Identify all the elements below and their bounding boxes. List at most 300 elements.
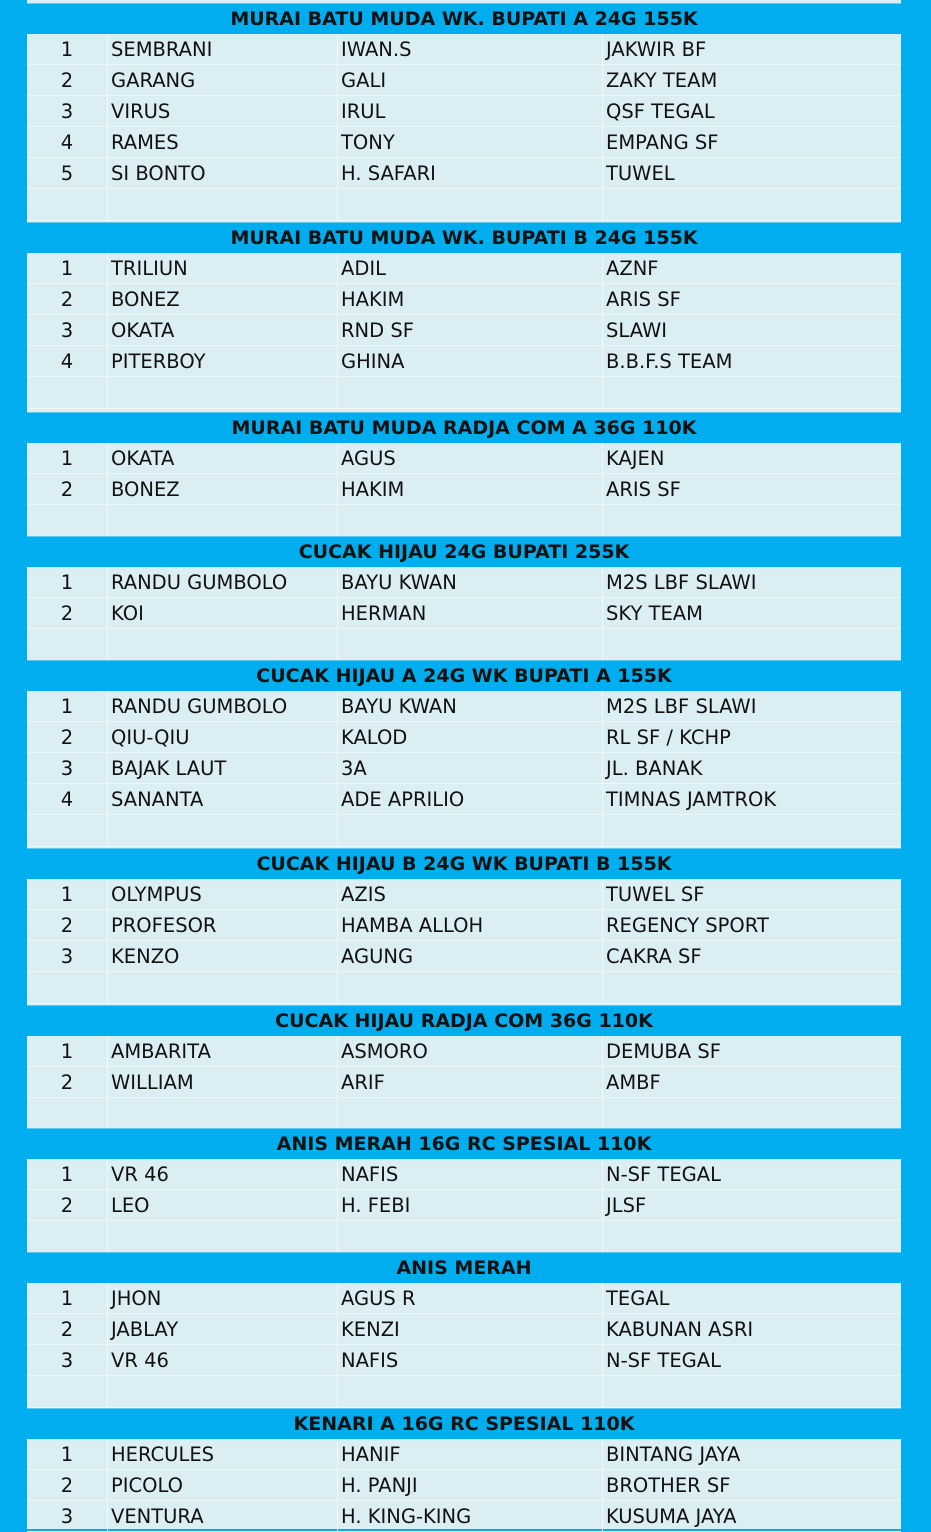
- rank-cell: 2: [60, 288, 74, 311]
- column-divider: [602, 972, 603, 1004]
- team-name-cell: KUSUMA JAYA: [606, 1505, 737, 1528]
- column-divider: [337, 1067, 338, 1098]
- owner-name-cell: BAYU KWAN: [341, 571, 457, 594]
- owner-name-cell: NAFIS: [341, 1163, 399, 1186]
- results-sheet: [27, 0, 901, 1529]
- column-divider: [602, 1470, 603, 1501]
- bird-name-cell: BONEZ: [111, 478, 180, 501]
- section-title: CUCAK HIJAU A 24G WK BUPATI A 155K: [27, 660, 901, 691]
- rank-cell: 2: [60, 478, 74, 501]
- bird-name-cell: RAMES: [111, 131, 179, 154]
- rank-cell: 1: [60, 883, 74, 906]
- spacer-row: [27, 629, 901, 661]
- column-divider: [107, 1470, 108, 1501]
- column-divider: [107, 315, 108, 346]
- column-divider: [337, 158, 338, 189]
- column-divider: [107, 1501, 108, 1532]
- column-divider: [337, 753, 338, 784]
- column-divider: [602, 284, 603, 315]
- column-divider: [107, 158, 108, 189]
- spacer-row: [27, 189, 901, 221]
- rank-cell: 3: [60, 100, 74, 123]
- owner-name-cell: AGUNG: [341, 945, 414, 968]
- rank-cell: 2: [60, 1474, 74, 1497]
- team-name-cell: AZNF: [606, 257, 659, 280]
- result-row: [27, 691, 901, 722]
- column-divider: [337, 815, 338, 847]
- bird-name-cell: VIRUS: [111, 100, 171, 123]
- column-divider: [107, 910, 108, 941]
- owner-name-cell: ADIL: [341, 257, 386, 280]
- bird-name-cell: AMBARITA: [111, 1040, 211, 1063]
- bird-name-cell: BONEZ: [111, 288, 180, 311]
- bird-name-cell: LEO: [111, 1194, 150, 1217]
- column-divider: [107, 629, 108, 661]
- bird-name-cell: RANDU GUMBOLO: [111, 571, 288, 594]
- result-row: [27, 1501, 901, 1532]
- owner-name-cell: TONY: [341, 131, 395, 154]
- rank-cell: 1: [60, 1163, 74, 1186]
- column-divider: [337, 1439, 338, 1470]
- spacer-row: [27, 505, 901, 537]
- row-divider: [27, 1003, 901, 1004]
- column-divider: [602, 753, 603, 784]
- column-divider: [337, 96, 338, 127]
- bird-name-cell: OKATA: [111, 447, 175, 470]
- team-name-cell: TIMNAS JAMTROK: [606, 788, 777, 811]
- owner-name-cell: ASMORO: [341, 1040, 428, 1063]
- rank-cell: 3: [60, 945, 74, 968]
- results-section: [27, 1252, 901, 1408]
- column-divider: [107, 972, 108, 1004]
- owner-name-cell: H. FEBI: [341, 1194, 411, 1217]
- column-divider: [337, 34, 338, 65]
- column-divider: [602, 567, 603, 598]
- column-divider: [602, 1067, 603, 1098]
- owner-name-cell: KENZI: [341, 1318, 400, 1341]
- rank-cell: 1: [60, 1040, 74, 1063]
- team-name-cell: SKY TEAM: [606, 602, 703, 625]
- result-row: [27, 1314, 901, 1345]
- rank-cell: 2: [60, 1318, 74, 1341]
- column-divider: [602, 443, 603, 474]
- column-divider: [107, 879, 108, 910]
- column-divider: [107, 377, 108, 409]
- rank-cell: 3: [60, 1505, 74, 1528]
- bird-name-cell: HERCULES: [111, 1443, 215, 1466]
- result-row: [27, 34, 901, 65]
- column-divider: [107, 567, 108, 598]
- column-divider: [107, 127, 108, 158]
- column-divider: [107, 34, 108, 65]
- owner-name-cell: HERMAN: [341, 602, 427, 625]
- owner-name-cell: RND SF: [341, 319, 414, 342]
- column-divider: [602, 1283, 603, 1314]
- bird-name-cell: GARANG: [111, 69, 196, 92]
- column-divider: [602, 1036, 603, 1067]
- team-name-cell: ZAKY TEAM: [606, 69, 718, 92]
- team-name-cell: DEMUBA SF: [606, 1040, 721, 1063]
- column-divider: [107, 284, 108, 315]
- rank-cell: 3: [60, 319, 74, 342]
- column-divider: [337, 505, 338, 537]
- column-divider: [337, 315, 338, 346]
- column-divider: [602, 34, 603, 65]
- column-divider: [337, 910, 338, 941]
- column-divider: [107, 1159, 108, 1190]
- rank-cell: 3: [60, 757, 74, 780]
- bird-name-cell: PICOLO: [111, 1474, 183, 1497]
- row-divider: [27, 846, 901, 847]
- column-divider: [337, 189, 338, 221]
- column-divider: [337, 1283, 338, 1314]
- column-divider: [337, 377, 338, 409]
- results-section: [27, 412, 901, 537]
- bird-name-cell: RANDU GUMBOLO: [111, 695, 288, 718]
- column-divider: [337, 443, 338, 474]
- team-name-cell: ARIS SF: [606, 478, 681, 501]
- owner-name-cell: HAKIM: [341, 478, 405, 501]
- column-divider: [602, 1345, 603, 1376]
- column-divider: [337, 253, 338, 284]
- column-divider: [337, 346, 338, 377]
- column-divider: [337, 1221, 338, 1253]
- team-name-cell: ARIS SF: [606, 288, 681, 311]
- column-divider: [107, 722, 108, 753]
- team-name-cell: N-SF TEGAL: [606, 1349, 721, 1372]
- column-divider: [107, 1345, 108, 1376]
- result-row: [27, 879, 901, 910]
- column-divider: [337, 722, 338, 753]
- team-name-cell: M2S LBF SLAWI: [606, 695, 757, 718]
- column-divider: [107, 941, 108, 972]
- owner-name-cell: IRUL: [341, 100, 386, 123]
- rank-cell: 3: [60, 1349, 74, 1372]
- owner-name-cell: BAYU KWAN: [341, 695, 457, 718]
- rank-cell: 2: [60, 726, 74, 749]
- section-title: CUCAK HIJAU B 24G WK BUPATI B 155K: [27, 848, 901, 879]
- column-divider: [107, 1376, 108, 1408]
- owner-name-cell: AGUS: [341, 447, 396, 470]
- column-divider: [107, 1439, 108, 1470]
- bird-name-cell: SANANTA: [111, 788, 204, 811]
- bird-name-cell: QIU-QIU: [111, 726, 190, 749]
- section-title: ANIS MERAH: [27, 1252, 901, 1283]
- column-divider: [602, 629, 603, 661]
- rank-cell: 4: [60, 788, 74, 811]
- result-row: [27, 1345, 901, 1376]
- column-divider: [602, 910, 603, 941]
- spacer-row: [27, 1376, 901, 1408]
- column-divider: [602, 1221, 603, 1253]
- result-row: [27, 753, 901, 784]
- column-divider: [602, 158, 603, 189]
- bird-name-cell: WILLIAM: [111, 1071, 194, 1094]
- column-divider: [602, 1190, 603, 1221]
- result-row: [27, 598, 901, 629]
- column-divider: [107, 784, 108, 815]
- column-divider: [602, 1314, 603, 1345]
- team-name-cell: SLAWI: [606, 319, 667, 342]
- column-divider: [107, 474, 108, 505]
- bird-name-cell: SEMBRANI: [111, 38, 213, 61]
- owner-name-cell: NAFIS: [341, 1349, 399, 1372]
- owner-name-cell: ARIF: [341, 1071, 385, 1094]
- team-name-cell: TEGAL: [606, 1287, 670, 1310]
- column-divider: [337, 1345, 338, 1376]
- rank-cell: 1: [60, 447, 74, 470]
- owner-name-cell: HANIF: [341, 1443, 401, 1466]
- team-name-cell: B.B.F.S TEAM: [606, 350, 733, 373]
- bird-name-cell: VENTURA: [111, 1505, 204, 1528]
- owner-name-cell: HAMBA ALLOH: [341, 914, 484, 937]
- team-name-cell: TUWEL SF: [606, 883, 705, 906]
- column-divider: [602, 1501, 603, 1532]
- column-divider: [107, 598, 108, 629]
- owner-name-cell: GALI: [341, 69, 387, 92]
- column-divider: [602, 96, 603, 127]
- team-name-cell: CAKRA SF: [606, 945, 702, 968]
- owner-name-cell: H. KING-KING: [341, 1505, 472, 1528]
- column-divider: [337, 1036, 338, 1067]
- column-divider: [337, 1376, 338, 1408]
- owner-name-cell: KALOD: [341, 726, 408, 749]
- result-row: [27, 158, 901, 189]
- column-divider: [107, 1098, 108, 1130]
- owner-name-cell: 3A: [341, 757, 367, 780]
- owner-name-cell: H. SAFARI: [341, 162, 436, 185]
- team-name-cell: BROTHER SF: [606, 1474, 731, 1497]
- result-row: [27, 253, 901, 284]
- column-divider: [602, 784, 603, 815]
- column-divider: [602, 189, 603, 221]
- column-divider: [107, 189, 108, 221]
- team-name-cell: REGENCY SPORT: [606, 914, 769, 937]
- bird-name-cell: PITERBOY: [111, 350, 206, 373]
- column-divider: [337, 65, 338, 96]
- result-row: [27, 346, 901, 377]
- column-divider: [107, 1221, 108, 1253]
- team-name-cell: EMPANG SF: [606, 131, 719, 154]
- column-divider: [337, 629, 338, 661]
- team-name-cell: JAKWIR BF: [606, 38, 707, 61]
- rank-cell: 1: [60, 1287, 74, 1310]
- column-divider: [602, 815, 603, 847]
- result-row: [27, 1470, 901, 1501]
- team-name-cell: KABUNAN ASRI: [606, 1318, 754, 1341]
- result-row: [27, 941, 901, 972]
- result-row: [27, 1283, 901, 1314]
- column-divider: [337, 1098, 338, 1130]
- column-divider: [107, 346, 108, 377]
- column-divider: [337, 1190, 338, 1221]
- rank-cell: 1: [60, 1443, 74, 1466]
- owner-name-cell: AGUS R: [341, 1287, 416, 1310]
- column-divider: [337, 1501, 338, 1532]
- column-divider: [337, 941, 338, 972]
- owner-name-cell: ADE APRILIO: [341, 788, 465, 811]
- results-section: [27, 660, 901, 847]
- row-divider: [27, 408, 901, 409]
- column-divider: [107, 443, 108, 474]
- bird-name-cell: VR 46: [111, 1163, 169, 1186]
- bird-name-cell: JHON: [111, 1287, 162, 1310]
- team-name-cell: RL SF / KCHP: [606, 726, 731, 749]
- column-divider: [107, 505, 108, 537]
- column-divider: [107, 96, 108, 127]
- column-divider: [337, 127, 338, 158]
- column-divider: [602, 722, 603, 753]
- column-divider: [107, 1036, 108, 1067]
- column-divider: [602, 1439, 603, 1470]
- spacer-row: [27, 1221, 901, 1253]
- owner-name-cell: IWAN.S: [341, 38, 412, 61]
- column-divider: [602, 65, 603, 96]
- results-section: [27, 1408, 901, 1532]
- column-divider: [107, 1314, 108, 1345]
- column-divider: [602, 315, 603, 346]
- column-divider: [602, 941, 603, 972]
- rank-cell: 2: [60, 69, 74, 92]
- column-divider: [337, 691, 338, 722]
- column-divider: [602, 1159, 603, 1190]
- column-divider: [337, 598, 338, 629]
- team-name-cell: QSF TEGAL: [606, 100, 715, 123]
- bird-name-cell: VR 46: [111, 1349, 169, 1372]
- owner-name-cell: AZIS: [341, 883, 386, 906]
- spacer-row: [27, 1098, 901, 1130]
- column-divider: [602, 505, 603, 537]
- result-row: [27, 1159, 901, 1190]
- rank-cell: 2: [60, 1071, 74, 1094]
- rank-cell: 1: [60, 571, 74, 594]
- column-divider: [337, 1159, 338, 1190]
- rank-cell: 1: [60, 38, 74, 61]
- result-row: [27, 284, 901, 315]
- rank-cell: 1: [60, 257, 74, 280]
- column-divider: [107, 691, 108, 722]
- team-name-cell: JL. BANAK: [606, 757, 703, 780]
- column-divider: [602, 1376, 603, 1408]
- result-row: [27, 96, 901, 127]
- section-title: MURAI BATU MUDA RADJA COM A 36G 110K: [27, 412, 901, 443]
- rank-cell: 2: [60, 1194, 74, 1217]
- result-row: [27, 910, 901, 941]
- result-row: [27, 567, 901, 598]
- rank-cell: 5: [60, 162, 74, 185]
- column-divider: [337, 284, 338, 315]
- section-title: KENARI A 16G RC SPESIAL 110K: [27, 1408, 901, 1439]
- column-divider: [107, 1067, 108, 1098]
- team-name-cell: BINTANG JAYA: [606, 1443, 741, 1466]
- rank-cell: 4: [60, 131, 74, 154]
- bird-name-cell: JABLAY: [111, 1318, 179, 1341]
- bird-name-cell: SI BONTO: [111, 162, 206, 185]
- bird-name-cell: OLYMPUS: [111, 883, 202, 906]
- result-row: [27, 1067, 901, 1098]
- results-section: [27, 222, 901, 409]
- spacer-row: [27, 377, 901, 409]
- column-divider: [337, 784, 338, 815]
- results-section: [27, 3, 901, 221]
- result-row: [27, 65, 901, 96]
- column-divider: [602, 346, 603, 377]
- bird-name-cell: KOI: [111, 602, 144, 625]
- column-divider: [602, 377, 603, 409]
- owner-name-cell: H. PANJI: [341, 1474, 418, 1497]
- results-section: [27, 536, 901, 661]
- column-divider: [337, 567, 338, 598]
- section-title: CUCAK HIJAU 24G BUPATI 255K: [27, 536, 901, 567]
- results-section: [27, 1005, 901, 1130]
- column-divider: [337, 879, 338, 910]
- column-divider: [602, 253, 603, 284]
- column-divider: [107, 753, 108, 784]
- team-name-cell: AMBF: [606, 1071, 661, 1094]
- bird-name-cell: PROFESOR: [111, 914, 217, 937]
- results-section: [27, 848, 901, 1004]
- team-name-cell: TUWEL: [606, 162, 675, 185]
- rank-cell: 4: [60, 350, 74, 373]
- row-divider: [27, 220, 901, 221]
- team-name-cell: M2S LBF SLAWI: [606, 571, 757, 594]
- column-divider: [107, 253, 108, 284]
- column-divider: [107, 815, 108, 847]
- team-name-cell: KAJEN: [606, 447, 665, 470]
- owner-name-cell: HAKIM: [341, 288, 405, 311]
- column-divider: [337, 1470, 338, 1501]
- rank-cell: 1: [60, 695, 74, 718]
- result-row: [27, 1439, 901, 1470]
- result-row: [27, 1036, 901, 1067]
- column-divider: [107, 1283, 108, 1314]
- rank-cell: 2: [60, 602, 74, 625]
- column-divider: [602, 1098, 603, 1130]
- result-row: [27, 127, 901, 158]
- result-row: [27, 722, 901, 753]
- result-row: [27, 1190, 901, 1221]
- column-divider: [107, 65, 108, 96]
- column-divider: [602, 691, 603, 722]
- column-divider: [337, 972, 338, 1004]
- column-divider: [602, 127, 603, 158]
- team-name-cell: JLSF: [606, 1194, 647, 1217]
- section-title: ANIS MERAH 16G RC SPESIAL 110K: [27, 1128, 901, 1159]
- bird-name-cell: BAJAK LAUT: [111, 757, 227, 780]
- result-row: [27, 474, 901, 505]
- result-row: [27, 784, 901, 815]
- column-divider: [602, 598, 603, 629]
- column-divider: [602, 879, 603, 910]
- column-divider: [602, 474, 603, 505]
- results-section: [27, 1128, 901, 1253]
- result-row: [27, 443, 901, 474]
- column-divider: [337, 1314, 338, 1345]
- bird-name-cell: KENZO: [111, 945, 180, 968]
- team-name-cell: N-SF TEGAL: [606, 1163, 721, 1186]
- spacer-row: [27, 815, 901, 847]
- column-divider: [107, 1190, 108, 1221]
- result-row: [27, 315, 901, 346]
- section-title: MURAI BATU MUDA WK. BUPATI B 24G 155K: [27, 222, 901, 253]
- rank-cell: 2: [60, 914, 74, 937]
- section-title: CUCAK HIJAU RADJA COM 36G 110K: [27, 1005, 901, 1036]
- owner-name-cell: GHINA: [341, 350, 405, 373]
- bird-name-cell: OKATA: [111, 319, 175, 342]
- spacer-row: [27, 972, 901, 1004]
- section-title: MURAI BATU MUDA WK. BUPATI A 24G 155K: [27, 3, 901, 34]
- column-divider: [337, 474, 338, 505]
